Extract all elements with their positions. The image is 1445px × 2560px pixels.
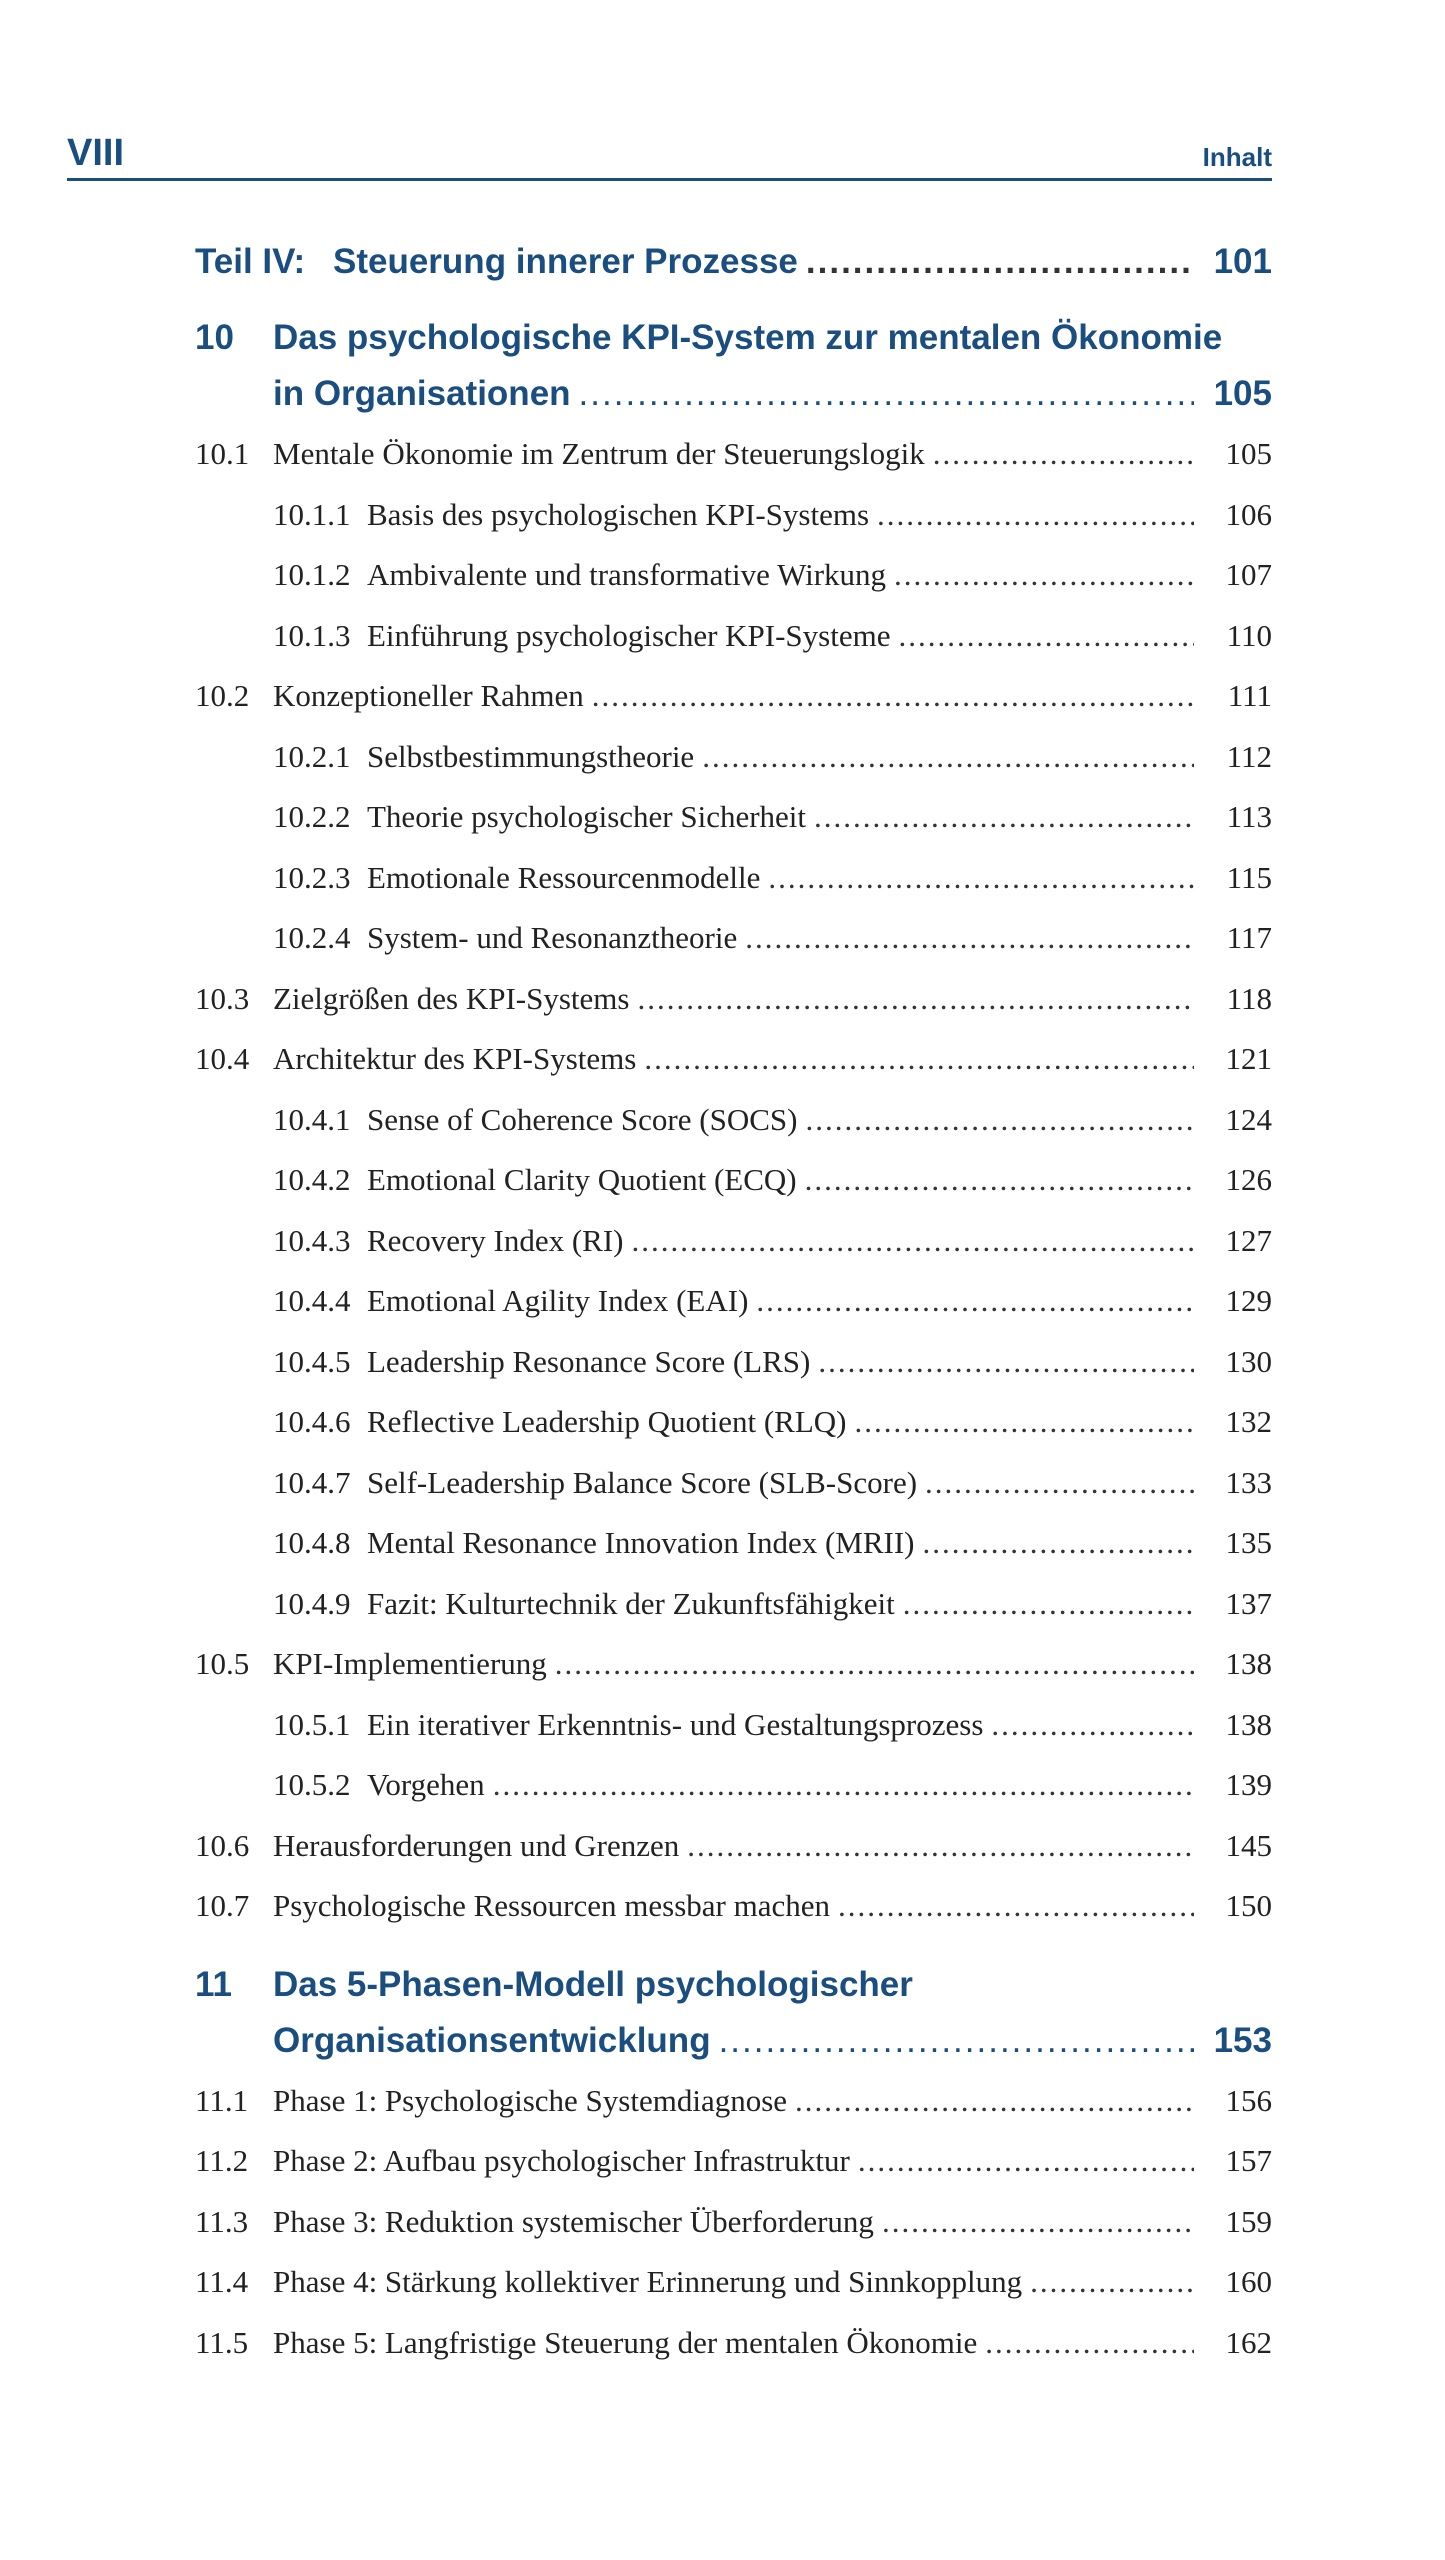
part-title: Steuerung innerer Prozesse: [333, 242, 798, 281]
section-number: 11.4: [195, 2264, 249, 2299]
section-title: Reflective Leadership Quotient (RLQ): [367, 1404, 847, 1439]
leader-dots: [702, 739, 1194, 775]
section-page: 126: [1225, 1162, 1272, 1197]
toc-entry[interactable]: [195, 920, 1272, 981]
chapter-number: 10: [195, 318, 234, 357]
leader-dots: [795, 2083, 1194, 2119]
chapter-title-line1: Das psychologische KPI-System zur mentalen Ökonomie: [273, 318, 1223, 357]
section-number: 11.2: [195, 2143, 249, 2178]
section-number: 10.1: [195, 436, 250, 471]
toc-entry[interactable]: [195, 1888, 1272, 1949]
section-number: 10.1.2: [273, 557, 351, 592]
section-number: 10.5: [195, 1646, 250, 1681]
section-number: 10.4.4: [273, 1283, 351, 1318]
section-page: 129: [1225, 1283, 1272, 1318]
section-page: 159: [1225, 2203, 1272, 2239]
section-page: 133: [1225, 1464, 1272, 1500]
leader-dots: [719, 2021, 1194, 2061]
toc-entry[interactable]: [195, 497, 1272, 558]
leader-dots: [579, 374, 1194, 414]
section-title: Phase 2: Aufbau psychologischer Infrastruktur: [273, 2143, 850, 2178]
section-title: Emotional Agility Index (EAI): [367, 1283, 749, 1318]
toc-entry[interactable]: [195, 1586, 1272, 1647]
section-number: 10.4.3: [273, 1222, 351, 1258]
leader-dots: [991, 1707, 1194, 1743]
section-title: Self-Leadership Balance Score (SLB-Score): [367, 1464, 918, 1500]
toc-entry[interactable]: [195, 1102, 1272, 1163]
section-page: 111: [1227, 678, 1272, 713]
section-page: 157: [1225, 2143, 1272, 2178]
toc-entry[interactable]: [195, 618, 1272, 679]
section-title: Fazit: Kulturtechnik der Zukunftsfähigkeit: [367, 1585, 895, 1621]
chapter-11-entries: [195, 2083, 1272, 2386]
chapter-number: 11: [195, 1964, 232, 2004]
section-title: Selbstbestimmungstheorie: [367, 738, 695, 774]
section-number: 10.4.1: [273, 1101, 351, 1137]
section-number: 10.2.3: [273, 859, 351, 895]
chapter-title-line2: Organisationsentwicklung: [273, 2020, 711, 2060]
section-title: Emotionale Ressourcenmodelle: [367, 859, 761, 895]
toc-entry[interactable]: [195, 1525, 1272, 1586]
leader-dots: [745, 920, 1194, 956]
toc-entry[interactable]: [195, 981, 1272, 1042]
section-title: Konzeptioneller Rahmen: [273, 678, 584, 713]
section-number: 10.2.1: [273, 738, 351, 774]
toc-entry[interactable]: [195, 678, 1272, 739]
section-title: Emotional Clarity Quotient (ECQ): [367, 1162, 797, 1197]
section-page: 106: [1225, 496, 1272, 532]
section-page: 110: [1226, 617, 1272, 653]
section-title: Einführung psychologischer KPI-Systeme: [367, 617, 891, 653]
toc-chapter-11[interactable]: [195, 1965, 1272, 2083]
section-page: 156: [1225, 2082, 1272, 2118]
leader-dots: [925, 1465, 1194, 1501]
section-number: 11.5: [195, 2324, 249, 2360]
toc-entry[interactable]: [195, 1465, 1272, 1526]
section-page: 124: [1225, 1101, 1272, 1137]
section-title: Phase 3: Reduktion systemischer Überforderung: [273, 2203, 874, 2239]
section-title: Sense of Coherence Score (SOCS): [367, 1101, 798, 1137]
section-page: 138: [1225, 1646, 1272, 1681]
section-page: 107: [1225, 557, 1272, 592]
toc-entry[interactable]: [195, 1223, 1272, 1284]
section-page: 121: [1225, 1041, 1272, 1076]
toc-entry[interactable]: [195, 799, 1272, 860]
leader-dots: [877, 497, 1194, 533]
section-number: 10.4.8: [273, 1525, 351, 1560]
toc-entry[interactable]: [195, 1767, 1272, 1828]
toc-entry[interactable]: [195, 2264, 1272, 2325]
section-number: 10.4.7: [273, 1464, 351, 1500]
toc-entry[interactable]: [195, 1404, 1272, 1465]
table-of-contents: [195, 242, 1272, 2385]
section-page: 138: [1225, 1706, 1272, 1742]
section-number: 10.4.5: [273, 1343, 351, 1379]
leader-dots: [903, 1586, 1194, 1622]
leader-dots: [493, 1767, 1194, 1803]
section-title: Phase 1: Psychologische Systemdiagnose: [273, 2082, 788, 2118]
section-title: Phase 4: Stärkung kollektiver Erinnerung und Sinnkopplung: [273, 2264, 1023, 2299]
section-number: 10.1.3: [273, 617, 351, 653]
leader-dots: [858, 2143, 1194, 2179]
toc-entry[interactable]: [195, 860, 1272, 921]
section-page: 115: [1226, 859, 1272, 895]
toc-entry[interactable]: [195, 1646, 1272, 1707]
section-title: Mental Resonance Innovation Index (MRII): [367, 1525, 915, 1560]
leader-dots: [805, 1162, 1194, 1198]
section-number: 10.4.6: [273, 1404, 351, 1439]
leader-dots: [632, 1223, 1194, 1259]
section-title: Architektur des KPI-Systems: [273, 1041, 637, 1076]
toc-entry[interactable]: [195, 2083, 1272, 2144]
section-number: 10.5.1: [273, 1706, 351, 1742]
running-header: [67, 128, 1272, 181]
toc-entry[interactable]: [195, 2204, 1272, 2265]
toc-entry[interactable]: [195, 436, 1272, 497]
toc-entry[interactable]: [195, 2325, 1272, 2386]
leader-dots: [838, 1888, 1194, 1924]
leader-dots: [814, 799, 1194, 835]
section-title: Zielgrößen des KPI-Systems: [273, 980, 630, 1016]
section-title: Mentale Ökonomie im Zentrum der Steuerungslogik: [273, 436, 925, 471]
section-title: Ein iterativer Erkenntnis- und Gestaltungsprozess: [367, 1706, 984, 1742]
section-page: 130: [1225, 1343, 1272, 1379]
toc-entry[interactable]: [195, 1283, 1272, 1344]
section-number: 10.5.2: [273, 1767, 351, 1802]
toc-chapter-10[interactable]: [195, 318, 1272, 436]
section-page: 137: [1225, 1585, 1272, 1621]
section-page: 160: [1225, 2264, 1272, 2299]
section-page: 145: [1225, 1827, 1272, 1863]
section-number: 10.3: [195, 980, 250, 1016]
chapter-title-line2: in Organisationen: [273, 374, 571, 413]
section-title: Leadership Resonance Score (LRS): [367, 1343, 811, 1379]
section-number: 11.1: [195, 2082, 249, 2118]
toc-entry[interactable]: [195, 2143, 1272, 2204]
section-title: System- und Resonanztheorie: [367, 920, 738, 955]
toc-entry[interactable]: [195, 739, 1272, 800]
leader-dots: [555, 1646, 1194, 1682]
chapter-title-line1: Das 5-Phasen-Modell psychologischer: [273, 1964, 913, 2004]
section-page: 127: [1225, 1222, 1272, 1258]
leader-dots: [805, 1102, 1194, 1138]
leader-dots: [806, 242, 1194, 282]
leader-dots: [894, 557, 1194, 593]
leader-dots: [687, 1828, 1194, 1864]
section-page: 113: [1226, 799, 1272, 834]
leader-dots: [933, 436, 1194, 472]
toc-part-entry[interactable]: [195, 242, 1272, 318]
section-number: 10.6: [195, 1827, 250, 1863]
section-title: Ambivalente und transformative Wirkung: [367, 557, 887, 592]
chapter-page: 105: [1213, 374, 1272, 413]
section-number: 10.1.1: [273, 496, 351, 532]
section-title: Psychologische Ressourcen messbar machen: [273, 1888, 831, 1923]
section-page: 150: [1225, 1888, 1272, 1923]
leader-dots: [756, 1283, 1194, 1319]
section-page: 162: [1225, 2324, 1272, 2360]
toc-entry[interactable]: [195, 1344, 1272, 1405]
section-page: 117: [1226, 920, 1272, 955]
leader-dots: [898, 618, 1194, 654]
leader-dots: [637, 981, 1194, 1017]
running-title: Inhalt: [1202, 142, 1272, 172]
toc-entry[interactable]: [195, 1707, 1272, 1768]
leader-dots: [923, 1525, 1194, 1561]
part-page: 101: [1213, 242, 1272, 281]
chapter-10-entries: [195, 436, 1272, 1949]
toc-entry[interactable]: [195, 1828, 1272, 1889]
section-page: 118: [1226, 980, 1272, 1016]
leader-dots: [818, 1344, 1194, 1380]
section-page: 132: [1225, 1404, 1272, 1439]
section-page: 135: [1225, 1525, 1272, 1560]
section-number: 10.4: [195, 1041, 250, 1076]
section-title: KPI-Implementierung: [273, 1646, 547, 1681]
toc-entry[interactable]: [195, 557, 1272, 618]
leader-dots: [882, 2204, 1194, 2240]
section-number: 10.2: [195, 678, 250, 713]
section-title: Basis des psychologischen KPI-Systems: [367, 496, 870, 532]
chapter-page: 153: [1213, 2020, 1272, 2060]
section-number: 10.2.4: [273, 920, 351, 955]
toc-entry[interactable]: [195, 1041, 1272, 1102]
leader-dots: [592, 678, 1194, 714]
section-number: 11.3: [195, 2203, 249, 2239]
page-number-roman: VIII: [67, 132, 125, 174]
section-title: Recovery Index (RI): [367, 1222, 624, 1258]
toc-entry[interactable]: [195, 1162, 1272, 1223]
section-title: Vorgehen: [367, 1767, 485, 1802]
leader-dots: [1030, 2264, 1194, 2300]
section-number: 10.7: [195, 1888, 250, 1923]
section-title: Theorie psychologischer Sicherheit: [367, 799, 807, 834]
section-title: Herausforderungen und Grenzen: [273, 1827, 680, 1863]
section-page: 105: [1225, 436, 1272, 471]
section-title: Phase 5: Langfristige Steuerung der mentalen Ökonomie: [273, 2324, 978, 2360]
section-page: 112: [1226, 738, 1272, 774]
section-page: 139: [1225, 1767, 1272, 1802]
leader-dots: [854, 1404, 1194, 1440]
leader-dots: [985, 2325, 1194, 2361]
section-number: 10.4.2: [273, 1162, 351, 1197]
section-number: 10.2.2: [273, 799, 351, 834]
leader-dots: [768, 860, 1194, 896]
section-number: 10.4.9: [273, 1585, 351, 1621]
leader-dots: [644, 1041, 1194, 1077]
part-number: Teil IV:: [195, 242, 306, 281]
